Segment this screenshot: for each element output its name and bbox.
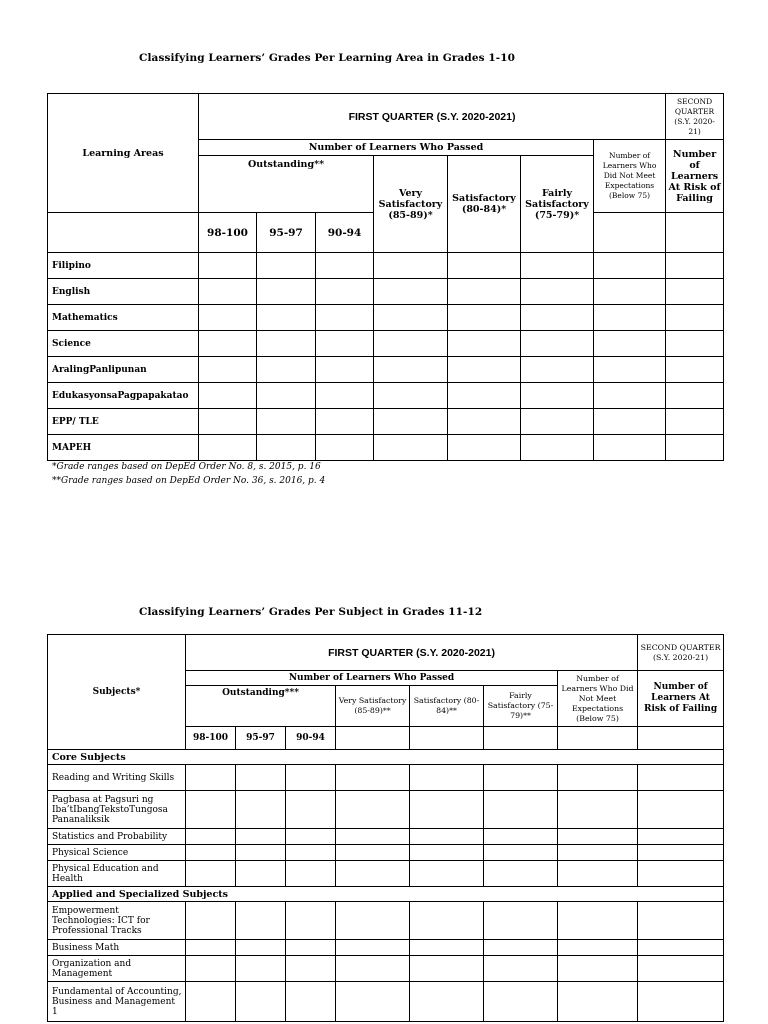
data-cell[interactable] xyxy=(594,357,666,383)
data-cell[interactable] xyxy=(236,829,286,845)
subject-label: Empowerment Technologies: ICT for Professional Tracks xyxy=(48,902,186,940)
data-cell[interactable] xyxy=(558,765,638,791)
learning-area-label: EPP/ TLE xyxy=(48,409,199,435)
table-row xyxy=(48,956,724,982)
data-cell[interactable] xyxy=(558,956,638,982)
first-quarter-header: FIRST QUARTER (S.Y. 2020-2021) xyxy=(186,635,638,671)
data-cell[interactable] xyxy=(558,982,638,1022)
data-cell[interactable] xyxy=(186,902,236,940)
data-cell[interactable] xyxy=(638,765,724,791)
data-cell[interactable] xyxy=(186,982,236,1022)
data-cell[interactable] xyxy=(257,331,316,357)
data-cell[interactable] xyxy=(199,383,257,409)
data-cell[interactable] xyxy=(286,765,336,791)
data-cell[interactable] xyxy=(410,902,484,940)
data-cell[interactable] xyxy=(236,940,286,956)
data-cell[interactable] xyxy=(374,253,448,279)
blank-cell xyxy=(594,213,666,253)
data-cell[interactable] xyxy=(336,902,410,940)
learning-area-label: Filipino xyxy=(48,253,199,279)
data-cell[interactable] xyxy=(666,331,724,357)
data-cell[interactable] xyxy=(316,357,374,383)
data-cell[interactable] xyxy=(186,829,236,845)
data-cell[interactable] xyxy=(521,305,594,331)
data-cell[interactable] xyxy=(594,331,666,357)
data-cell[interactable] xyxy=(638,791,724,829)
data-cell[interactable] xyxy=(186,845,236,861)
data-cell[interactable] xyxy=(558,845,638,861)
data-cell[interactable] xyxy=(336,791,410,829)
table-row xyxy=(48,305,724,331)
data-cell[interactable] xyxy=(236,791,286,829)
data-cell[interactable] xyxy=(638,956,724,982)
data-cell[interactable] xyxy=(638,940,724,956)
data-cell[interactable] xyxy=(199,331,257,357)
data-cell[interactable] xyxy=(448,409,521,435)
at-risk-header: Number of Learners At Risk of Failing xyxy=(638,671,724,727)
range-98-100: 98-100 xyxy=(199,213,257,253)
data-cell[interactable] xyxy=(521,253,594,279)
range-95-97: 95-97 xyxy=(236,727,286,750)
learning-area-label: EdukasyonsaPagpapakatao xyxy=(48,383,199,409)
data-cell[interactable] xyxy=(594,253,666,279)
data-cell[interactable] xyxy=(374,279,448,305)
data-cell[interactable] xyxy=(286,845,336,861)
data-cell[interactable] xyxy=(410,861,484,887)
table-row xyxy=(48,279,724,305)
data-cell[interactable] xyxy=(638,982,724,1022)
data-cell[interactable] xyxy=(410,791,484,829)
data-cell[interactable] xyxy=(638,829,724,845)
data-cell[interactable] xyxy=(594,435,666,461)
learning-areas-header: Learning Areas xyxy=(48,94,199,213)
data-cell[interactable] xyxy=(316,383,374,409)
subject-label: Fundamental of Accounting, Business and Management 1 xyxy=(48,982,186,1022)
table-row xyxy=(48,383,724,409)
learning-area-label: MAPEH xyxy=(48,435,199,461)
data-cell[interactable] xyxy=(336,940,410,956)
data-cell[interactable] xyxy=(521,435,594,461)
subject-label: Business Math xyxy=(48,940,186,956)
grades-1-10-table xyxy=(47,93,724,461)
grades-11-12-table xyxy=(47,634,724,1022)
passed-header: Number of Learners Who Passed xyxy=(199,140,594,156)
data-cell[interactable] xyxy=(336,956,410,982)
data-cell[interactable] xyxy=(484,765,558,791)
data-cell[interactable] xyxy=(257,357,316,383)
data-cell[interactable] xyxy=(484,940,558,956)
data-cell[interactable] xyxy=(558,791,638,829)
data-cell[interactable] xyxy=(286,791,336,829)
table-row xyxy=(48,791,724,829)
blank-cell xyxy=(638,727,724,750)
data-cell[interactable] xyxy=(199,435,257,461)
data-cell[interactable] xyxy=(374,357,448,383)
table-row xyxy=(48,253,724,279)
subject-label: Physical Science xyxy=(48,845,186,861)
very-satisfactory-header: Very Satisfactory (85-89)* xyxy=(374,156,448,253)
table-row xyxy=(48,982,724,1022)
data-cell[interactable] xyxy=(257,435,316,461)
data-cell[interactable] xyxy=(484,956,558,982)
data-cell[interactable] xyxy=(374,383,448,409)
second-quarter-header: SECOND QUARTER (S.Y. 2020-21) xyxy=(638,635,724,671)
data-cell[interactable] xyxy=(336,845,410,861)
subject-label: Pagbasa at Pagsuri ng Iba’tIbangTekstoTungosa Pananaliksik xyxy=(48,791,186,829)
range-90-94: 90-94 xyxy=(316,213,374,253)
blank-cell xyxy=(336,727,410,750)
data-cell[interactable] xyxy=(236,845,286,861)
data-cell[interactable] xyxy=(666,409,724,435)
data-cell[interactable] xyxy=(199,253,257,279)
data-cell[interactable] xyxy=(199,279,257,305)
data-cell[interactable] xyxy=(374,409,448,435)
data-cell[interactable] xyxy=(374,435,448,461)
subject-label: Reading and Writing Skills xyxy=(48,765,186,791)
outstanding-header: Outstanding** xyxy=(199,156,374,213)
data-cell[interactable] xyxy=(186,791,236,829)
data-cell[interactable] xyxy=(316,305,374,331)
fairly-satisfactory-header: Fairly Satisfactory (75-79)* xyxy=(521,156,594,253)
data-cell[interactable] xyxy=(257,305,316,331)
data-cell[interactable] xyxy=(484,791,558,829)
data-cell[interactable] xyxy=(666,279,724,305)
table-2-title: Classifying Learners’ Grades Per Subject in Grades 11-12 xyxy=(139,606,483,618)
data-cell[interactable] xyxy=(410,982,484,1022)
data-cell[interactable] xyxy=(484,845,558,861)
table-row xyxy=(48,765,724,791)
subject-label: Physical Education and Health xyxy=(48,861,186,887)
fairly-satisfactory-header: Fairly Satisfactory (75-79)** xyxy=(484,686,558,727)
section-row xyxy=(48,750,724,765)
first-quarter-header: FIRST QUARTER (S.Y. 2020-2021) xyxy=(199,94,666,140)
data-cell[interactable] xyxy=(448,435,521,461)
data-cell[interactable] xyxy=(336,829,410,845)
table-row xyxy=(48,357,724,383)
data-cell[interactable] xyxy=(236,861,286,887)
blank-cell xyxy=(558,727,638,750)
data-cell[interactable] xyxy=(316,331,374,357)
range-98-100: 98-100 xyxy=(186,727,236,750)
table-row xyxy=(48,940,724,956)
data-cell[interactable] xyxy=(666,253,724,279)
data-cell[interactable] xyxy=(236,902,286,940)
data-cell[interactable] xyxy=(410,845,484,861)
outstanding-header: Outstanding*** xyxy=(186,686,336,727)
at-risk-header: Number of Learners At Risk of Failing xyxy=(666,140,724,213)
data-cell[interactable] xyxy=(448,253,521,279)
data-cell[interactable] xyxy=(186,940,236,956)
data-cell[interactable] xyxy=(410,956,484,982)
data-cell[interactable] xyxy=(558,829,638,845)
data-cell[interactable] xyxy=(336,861,410,887)
data-cell[interactable] xyxy=(236,956,286,982)
data-cell[interactable] xyxy=(521,279,594,305)
table-row xyxy=(48,409,724,435)
section-label: Core Subjects xyxy=(48,750,724,765)
subject-label: Statistics and Probability xyxy=(48,829,186,845)
data-cell[interactable] xyxy=(448,383,521,409)
table-row xyxy=(48,829,724,845)
data-cell[interactable] xyxy=(448,357,521,383)
section-row xyxy=(48,887,724,902)
table-row xyxy=(48,331,724,357)
data-cell[interactable] xyxy=(316,253,374,279)
very-satisfactory-header: Very Satisfactory (85-89)** xyxy=(336,686,410,727)
data-cell[interactable] xyxy=(558,861,638,887)
table-row xyxy=(48,845,724,861)
table-row xyxy=(48,902,724,940)
learning-area-label: AralingPanlipunan xyxy=(48,357,199,383)
data-cell[interactable] xyxy=(316,409,374,435)
table-row xyxy=(48,435,724,461)
data-cell[interactable] xyxy=(594,383,666,409)
data-cell[interactable] xyxy=(257,383,316,409)
data-cell[interactable] xyxy=(521,357,594,383)
data-cell[interactable] xyxy=(336,765,410,791)
data-cell[interactable] xyxy=(594,279,666,305)
data-cell[interactable] xyxy=(286,982,336,1022)
data-cell[interactable] xyxy=(286,861,336,887)
data-cell[interactable] xyxy=(236,982,286,1022)
passed-header: Number of Learners Who Passed xyxy=(186,671,558,686)
data-cell[interactable] xyxy=(666,305,724,331)
data-cell[interactable] xyxy=(484,902,558,940)
data-cell[interactable] xyxy=(666,435,724,461)
learning-area-label: Science xyxy=(48,331,199,357)
blank-cell xyxy=(484,727,558,750)
did-not-meet-header: Number of Learners Who Did Not Meet Expectations (Below 75) xyxy=(594,140,666,213)
footnote-2: **Grade ranges based on DepEd Order No. 36, s. 2016, p. 4 xyxy=(52,476,326,486)
subjects-header: Subjects* xyxy=(48,635,186,750)
data-cell[interactable] xyxy=(638,861,724,887)
data-cell[interactable] xyxy=(236,765,286,791)
footnote-1: *Grade ranges based on DepEd Order No. 8, s. 2015, p. 16 xyxy=(52,462,321,472)
range-90-94: 90-94 xyxy=(286,727,336,750)
range-95-97: 95-97 xyxy=(257,213,316,253)
data-cell[interactable] xyxy=(484,829,558,845)
data-cell[interactable] xyxy=(336,982,410,1022)
data-cell[interactable] xyxy=(448,279,521,305)
data-cell[interactable] xyxy=(286,829,336,845)
data-cell[interactable] xyxy=(521,331,594,357)
data-cell[interactable] xyxy=(257,279,316,305)
learning-area-label: Mathematics xyxy=(48,305,199,331)
data-cell[interactable] xyxy=(484,982,558,1022)
data-cell[interactable] xyxy=(199,357,257,383)
data-cell[interactable] xyxy=(638,902,724,940)
data-cell[interactable] xyxy=(186,765,236,791)
data-cell[interactable] xyxy=(257,409,316,435)
data-cell[interactable] xyxy=(410,940,484,956)
blank-cell xyxy=(48,213,199,253)
data-cell[interactable] xyxy=(448,305,521,331)
section-label: Applied and Specialized Subjects xyxy=(48,887,724,902)
did-not-meet-header: Number of Learners Who Did Not Meet Expectations (Below 75) xyxy=(558,671,638,727)
data-cell[interactable] xyxy=(558,940,638,956)
data-cell[interactable] xyxy=(186,861,236,887)
data-cell[interactable] xyxy=(186,956,236,982)
data-cell[interactable] xyxy=(484,861,558,887)
data-cell[interactable] xyxy=(410,765,484,791)
data-cell[interactable] xyxy=(410,829,484,845)
data-cell[interactable] xyxy=(594,409,666,435)
data-cell[interactable] xyxy=(521,383,594,409)
data-cell[interactable] xyxy=(199,305,257,331)
data-cell[interactable] xyxy=(521,409,594,435)
second-quarter-header: SECOND QUARTER (S.Y. 2020-21) xyxy=(666,94,724,140)
satisfactory-header: Satisfactory (80-84)* xyxy=(448,156,521,253)
data-cell[interactable] xyxy=(448,331,521,357)
blank-cell xyxy=(666,213,724,253)
data-cell[interactable] xyxy=(666,357,724,383)
satisfactory-header: Satisfactory (80-84)** xyxy=(410,686,484,727)
subject-label: Organization and Management xyxy=(48,956,186,982)
data-cell[interactable] xyxy=(638,845,724,861)
learning-area-label: English xyxy=(48,279,199,305)
data-cell[interactable] xyxy=(286,956,336,982)
data-cell[interactable] xyxy=(199,409,257,435)
data-cell[interactable] xyxy=(286,940,336,956)
data-cell[interactable] xyxy=(286,902,336,940)
data-cell[interactable] xyxy=(558,902,638,940)
data-cell[interactable] xyxy=(316,435,374,461)
data-cell[interactable] xyxy=(374,305,448,331)
blank-cell xyxy=(410,727,484,750)
data-cell[interactable] xyxy=(374,331,448,357)
data-cell[interactable] xyxy=(316,279,374,305)
table-row xyxy=(48,861,724,887)
data-cell[interactable] xyxy=(666,383,724,409)
data-cell[interactable] xyxy=(257,253,316,279)
data-cell[interactable] xyxy=(594,305,666,331)
table-1-title: Classifying Learners’ Grades Per Learning Area in Grades 1-10 xyxy=(139,52,516,64)
